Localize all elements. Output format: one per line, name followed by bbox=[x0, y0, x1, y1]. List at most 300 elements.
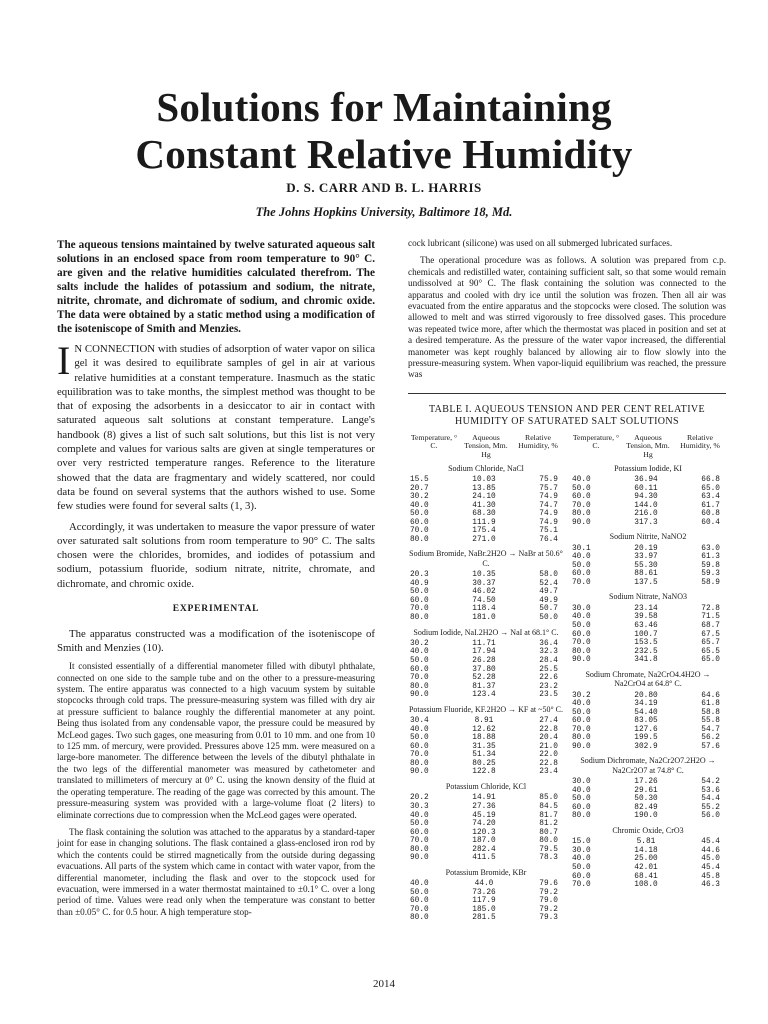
article-title bbox=[0, 84, 768, 178]
temperature-cell: 60.0 bbox=[410, 596, 429, 605]
temperature-cell: 50.0 bbox=[410, 657, 429, 666]
humidity-cell: 65.0 bbox=[701, 484, 720, 493]
table-row bbox=[408, 803, 564, 812]
temperature-cell: 60.0 bbox=[410, 742, 429, 751]
table-row bbox=[570, 881, 726, 890]
temperature-cell: 90.0 bbox=[410, 854, 429, 863]
table-row bbox=[570, 570, 726, 579]
salt-block bbox=[408, 782, 564, 863]
header-temperature: Temperature, ° C. bbox=[572, 432, 620, 451]
humidity-cell: 81.7 bbox=[539, 811, 558, 820]
tension-cell: 13.85 bbox=[472, 484, 496, 493]
tension-cell: 17.26 bbox=[634, 778, 658, 787]
humidity-cell: 54.7 bbox=[701, 725, 720, 734]
temperature-cell: 80.0 bbox=[410, 613, 429, 622]
humidity-cell: 36.4 bbox=[539, 639, 558, 648]
table-right-half bbox=[570, 434, 726, 928]
temperature-cell: 40.0 bbox=[410, 880, 429, 889]
tension-cell: 281.5 bbox=[472, 914, 496, 923]
temperature-cell: 70.0 bbox=[410, 605, 429, 614]
tension-cell: 282.4 bbox=[472, 845, 496, 854]
tension-cell: 44.0 bbox=[474, 880, 494, 889]
table-row bbox=[570, 804, 726, 813]
salt-name: Potassium Iodide, KI bbox=[614, 463, 682, 473]
temperature-cell: 60.0 bbox=[410, 897, 429, 906]
table-row bbox=[408, 580, 564, 589]
table-row bbox=[408, 527, 564, 536]
temperature-cell: 70.0 bbox=[572, 881, 591, 890]
tension-cell: 118.4 bbox=[472, 605, 496, 614]
table-row bbox=[408, 605, 564, 614]
salt-name: Sodium Nitrate, NaNO3 bbox=[609, 592, 687, 602]
temperature-cell: 90.0 bbox=[410, 768, 429, 777]
header-temperature: Temperature, ° C. bbox=[410, 432, 458, 451]
temperature-cell: 80.0 bbox=[410, 914, 429, 923]
temperature-cell: 60.0 bbox=[572, 570, 591, 579]
humidity-cell: 74.9 bbox=[539, 493, 558, 502]
table-row bbox=[570, 613, 726, 622]
humidity-cell: 22.8 bbox=[539, 725, 558, 734]
tension-cell: 68.41 bbox=[634, 872, 658, 881]
tension-cell: 82.49 bbox=[634, 803, 658, 812]
table-row bbox=[408, 812, 564, 821]
tension-cell: 45.19 bbox=[472, 811, 496, 820]
tension-cell: 55.30 bbox=[634, 561, 658, 570]
salt-name: Sodium Nitrite, NaNO2 bbox=[609, 532, 687, 542]
temperature-cell: 60.0 bbox=[572, 717, 591, 726]
table-row bbox=[570, 778, 726, 787]
tension-cell: 20.19 bbox=[634, 544, 658, 553]
tension-cell: 88.61 bbox=[634, 570, 658, 579]
right-paragraph-1: cock lubricant (silicone) was used on all submerged lubricated surfaces. bbox=[408, 238, 673, 248]
tension-cell: 30.37 bbox=[472, 579, 496, 588]
header-aqueous-tension: Aqueous Tension, Mm. Hg bbox=[626, 432, 670, 460]
table-header bbox=[570, 434, 726, 460]
temperature-cell: 70.0 bbox=[410, 527, 429, 536]
humidity-cell: 74.9 bbox=[539, 518, 558, 527]
tension-cell: 108.0 bbox=[634, 881, 658, 890]
humidity-cell: 66.8 bbox=[701, 476, 720, 485]
humidity-cell: 75.1 bbox=[539, 527, 558, 536]
temperature-cell: 50.0 bbox=[572, 621, 591, 630]
humidity-cell: 54.2 bbox=[701, 778, 720, 787]
salt-name: Sodium Dichromate, Na2Cr2O7.2H2O → Na2Cr2O7 at 74.8° C. bbox=[580, 756, 716, 775]
tension-cell: 12.62 bbox=[472, 725, 496, 734]
temperature-cell: 80.0 bbox=[410, 759, 429, 768]
table-row bbox=[408, 880, 564, 889]
humidity-cell: 27.4 bbox=[539, 717, 558, 726]
humidity-cell: 53.6 bbox=[701, 786, 720, 795]
table-row bbox=[570, 519, 726, 528]
temperature-cell: 40.0 bbox=[572, 700, 591, 709]
tension-cell: 37.80 bbox=[472, 665, 496, 674]
temperature-cell: 50.0 bbox=[572, 708, 591, 717]
temperature-cell: 70.0 bbox=[410, 905, 429, 914]
tension-cell: 232.5 bbox=[634, 647, 658, 656]
table-row bbox=[570, 648, 726, 657]
temperature-cell: 80.0 bbox=[572, 734, 591, 743]
table-row bbox=[408, 648, 564, 657]
temperature-cell: 40.0 bbox=[572, 553, 591, 562]
humidity-cell: 45.4 bbox=[701, 838, 720, 847]
tension-cell: 20.80 bbox=[634, 691, 658, 700]
table-row bbox=[408, 906, 564, 915]
humidity-cell: 21.0 bbox=[539, 742, 558, 751]
humidity-cell: 55.2 bbox=[701, 803, 720, 812]
table-row bbox=[570, 692, 726, 701]
table-row bbox=[408, 829, 564, 838]
humidity-cell: 65.7 bbox=[701, 639, 720, 648]
humidity-cell: 75.7 bbox=[539, 484, 558, 493]
tension-cell: 153.5 bbox=[634, 639, 658, 648]
temperature-cell: 60.0 bbox=[572, 630, 591, 639]
temperature-cell: 90.0 bbox=[572, 742, 591, 751]
salt-block bbox=[408, 628, 564, 700]
tension-cell: 51.34 bbox=[472, 751, 496, 760]
tension-cell: 60.11 bbox=[634, 484, 658, 493]
tension-cell: 29.61 bbox=[634, 786, 658, 795]
tension-cell: 175.4 bbox=[472, 527, 496, 536]
table-row bbox=[570, 734, 726, 743]
table-row bbox=[408, 837, 564, 846]
humidity-cell: 25.5 bbox=[539, 665, 558, 674]
table-row bbox=[408, 493, 564, 502]
temperature-cell: 80.0 bbox=[572, 812, 591, 821]
temperature-cell: 50.0 bbox=[572, 863, 591, 872]
tension-cell: 73.26 bbox=[472, 888, 496, 897]
tension-cell: 10.03 bbox=[472, 476, 496, 485]
table-row bbox=[408, 897, 564, 906]
temperature-cell: 30.0 bbox=[572, 778, 591, 787]
humidity-cell: 55.8 bbox=[701, 717, 720, 726]
table-row bbox=[408, 614, 564, 623]
humidity-cell: 23.4 bbox=[539, 768, 558, 777]
temperature-cell: 20.2 bbox=[410, 794, 429, 803]
temperature-cell: 50.0 bbox=[410, 734, 429, 743]
tension-cell: 123.4 bbox=[472, 691, 496, 700]
temperature-cell: 70.0 bbox=[572, 639, 591, 648]
table-row bbox=[570, 605, 726, 614]
temperature-cell: 50.0 bbox=[410, 888, 429, 897]
humidity-cell: 79.2 bbox=[539, 905, 558, 914]
salt-block bbox=[570, 670, 726, 752]
temperature-cell: 60.0 bbox=[572, 872, 591, 881]
tension-cell: 100.7 bbox=[634, 630, 658, 639]
humidity-cell: 22.6 bbox=[539, 674, 558, 683]
tension-cell: 120.3 bbox=[472, 828, 496, 837]
table-row bbox=[408, 743, 564, 752]
table-row bbox=[570, 510, 726, 519]
salt-block bbox=[570, 532, 726, 587]
intro-paragraph-1 bbox=[57, 338, 376, 514]
table-row bbox=[408, 683, 564, 692]
table-row bbox=[408, 717, 564, 726]
salt-block bbox=[570, 826, 726, 890]
temperature-cell: 40.0 bbox=[572, 786, 591, 795]
table-row bbox=[408, 657, 564, 666]
temperature-cell: 40.0 bbox=[572, 855, 591, 864]
header-relative-humidity: Relative Humidity, % bbox=[518, 432, 558, 451]
tension-cell: 199.5 bbox=[634, 734, 658, 743]
table-row bbox=[408, 640, 564, 649]
temperature-cell: 50.0 bbox=[410, 820, 429, 829]
table-row bbox=[408, 914, 564, 923]
salt-name: Potassium Chloride, KCl bbox=[445, 782, 527, 791]
humidity-cell: 79.3 bbox=[539, 914, 558, 923]
humidity-cell: 61.7 bbox=[701, 501, 720, 510]
humidity-cell: 80.7 bbox=[539, 828, 558, 837]
tension-cell: 68.30 bbox=[472, 510, 496, 519]
tension-cell: 302.9 bbox=[634, 742, 658, 751]
tension-cell: 94.30 bbox=[634, 493, 658, 502]
humidity-cell: 80.0 bbox=[539, 837, 558, 846]
section-heading-experimental: EXPERIMENTAL bbox=[172, 604, 260, 615]
tension-cell: 74.20 bbox=[472, 820, 496, 829]
temperature-cell: 15.0 bbox=[572, 838, 591, 847]
tension-cell: 83.05 bbox=[634, 717, 658, 726]
tension-cell: 36.94 bbox=[634, 476, 658, 485]
humidity-cell: 85.0 bbox=[539, 794, 558, 803]
table-row bbox=[408, 536, 564, 545]
temperature-cell: 60.0 bbox=[410, 518, 429, 527]
tension-cell: 11.71 bbox=[472, 639, 496, 648]
salt-block bbox=[408, 705, 564, 777]
humidity-cell: 78.3 bbox=[539, 854, 558, 863]
temperature-cell: 80.0 bbox=[410, 535, 429, 544]
humidity-cell: 56.2 bbox=[701, 734, 720, 743]
tension-cell: 25.00 bbox=[634, 855, 658, 864]
table-row bbox=[570, 743, 726, 752]
table-row bbox=[570, 812, 726, 821]
temperature-cell: 80.0 bbox=[572, 647, 591, 656]
temperature-cell: 80.0 bbox=[410, 845, 429, 854]
table-caption-line-2: HUMIDITY OF SATURATED SALT SOLUTIONS bbox=[454, 415, 680, 427]
humidity-cell: 57.6 bbox=[701, 742, 720, 751]
humidity-cell: 65.0 bbox=[701, 656, 720, 665]
temperature-cell: 90.0 bbox=[572, 518, 591, 527]
right-column bbox=[408, 238, 726, 928]
temperature-cell: 15.5 bbox=[410, 476, 429, 485]
table-row bbox=[570, 553, 726, 562]
header-relative-humidity: Relative Humidity, % bbox=[680, 432, 720, 451]
salt-name: Potassium Fluoride, KF.2H2O → KF at ~50° C. bbox=[408, 704, 563, 714]
table-row bbox=[570, 656, 726, 665]
tension-cell: 187.0 bbox=[472, 837, 496, 846]
tension-cell: 271.0 bbox=[472, 535, 496, 544]
intro-paragraph-2: Accordingly, it was undertaken to measure the vapor pressure of water over saturated salt solutions from room temperature to 90° C. The salts chosen were the chlorides, bromides, and iodides of potassium and sodium, potassium fluoride, sodium nitrate, nitrite, chromate, and dichromate, and chromic oxide. bbox=[57, 520, 375, 590]
table-row bbox=[570, 855, 726, 864]
tension-cell: 34.19 bbox=[634, 700, 658, 709]
header-aqueous-tension: Aqueous Tension, Mm. Hg bbox=[464, 432, 508, 460]
tension-cell: 27.36 bbox=[472, 802, 496, 811]
tension-cell: 23.14 bbox=[634, 604, 658, 613]
temperature-cell: 40.0 bbox=[572, 476, 591, 485]
temperature-cell: 80.0 bbox=[572, 510, 591, 519]
salt-block bbox=[570, 464, 726, 528]
temperature-cell: 50.0 bbox=[572, 561, 591, 570]
table-row bbox=[570, 562, 726, 571]
humidity-cell: 79.6 bbox=[539, 880, 558, 889]
temperature-cell: 30.0 bbox=[572, 604, 591, 613]
temperature-cell: 60.0 bbox=[572, 803, 591, 812]
table-caption-line-1: TABLE I. AQUEOUS TENSION AND PER CENT RELATIVE bbox=[428, 403, 706, 415]
table-row bbox=[408, 889, 564, 898]
temperature-cell: 30.2 bbox=[410, 493, 429, 502]
table-row bbox=[570, 787, 726, 796]
humidity-cell: 20.4 bbox=[539, 734, 558, 743]
temperature-cell: 90.0 bbox=[410, 691, 429, 700]
humidity-cell: 58.0 bbox=[539, 571, 558, 580]
tension-cell: 52.28 bbox=[472, 674, 496, 683]
table-left-half bbox=[408, 434, 564, 928]
humidity-cell: 45.8 bbox=[701, 872, 720, 881]
table-row bbox=[408, 571, 564, 580]
table-row bbox=[408, 846, 564, 855]
tension-cell: 216.0 bbox=[634, 510, 658, 519]
temperature-cell: 40.0 bbox=[410, 501, 429, 510]
temperature-cell: 40.9 bbox=[410, 579, 429, 588]
tension-cell: 54.40 bbox=[634, 708, 658, 717]
tension-cell: 137.5 bbox=[634, 578, 658, 587]
tension-cell: 80.25 bbox=[472, 759, 496, 768]
table-row bbox=[570, 795, 726, 804]
temperature-cell: 20.3 bbox=[410, 571, 429, 580]
salt-block bbox=[408, 549, 564, 622]
humidity-cell: 61.3 bbox=[701, 553, 720, 562]
salt-name: Potassium Bromide, KBr bbox=[445, 867, 527, 877]
humidity-cell: 45.4 bbox=[701, 863, 720, 872]
table-row bbox=[570, 838, 726, 847]
temperature-cell: 60.0 bbox=[410, 828, 429, 837]
salt-name: Sodium Iodide, NaI.2H2O → NaI at 68.1° C. bbox=[413, 627, 559, 637]
temperature-cell: 60.0 bbox=[410, 665, 429, 674]
temperature-cell: 30.4 bbox=[410, 717, 429, 726]
table-row bbox=[408, 502, 564, 511]
humidity-cell: 46.3 bbox=[701, 881, 720, 890]
temperature-cell: 30.2 bbox=[572, 691, 591, 700]
intro-first-words: N CONNECTION bbox=[74, 343, 156, 355]
abstract: The aqueous tensions maintained by twelve saturated aqueous salt solutions in an enclosed space from room temperature to 90° C. are given and the relative humidities calculated therefrom. The salts include the halides of potassium and sodium, the nitrate, nitrite, chromate, and dichromate of sodium, and chromic oxide. The data were obtained by a static method using a modification of the isoteniscope of Smith and Menzies. bbox=[57, 239, 375, 335]
table-row bbox=[408, 751, 564, 760]
temperature-cell: 20.7 bbox=[410, 484, 429, 493]
humidity-cell: 58.9 bbox=[701, 578, 720, 587]
table-row bbox=[408, 666, 564, 675]
humidity-cell: 79.5 bbox=[539, 845, 558, 854]
table-row bbox=[570, 631, 726, 640]
table-row bbox=[408, 588, 564, 597]
table-row bbox=[570, 709, 726, 718]
humidity-cell: 60.4 bbox=[701, 518, 720, 527]
temperature-cell: 70.0 bbox=[410, 674, 429, 683]
tension-cell: 14.91 bbox=[472, 794, 496, 803]
tension-cell: 41.30 bbox=[472, 501, 496, 510]
table-row bbox=[408, 854, 564, 863]
tension-cell: 39.58 bbox=[634, 613, 658, 622]
humidity-cell: 64.6 bbox=[701, 691, 720, 700]
salt-name: Sodium Chromate, Na2CrO4.4H2O → Na2CrO4 at 64.8° C. bbox=[585, 669, 711, 689]
table-row bbox=[408, 674, 564, 683]
tension-cell: 10.35 bbox=[472, 571, 496, 580]
tension-cell: 24.10 bbox=[472, 493, 496, 502]
humidity-cell: 79.2 bbox=[539, 888, 558, 897]
table-row bbox=[570, 873, 726, 882]
humidity-cell: 74.7 bbox=[539, 501, 558, 510]
tension-cell: 17.94 bbox=[472, 648, 496, 657]
salt-block bbox=[570, 756, 726, 821]
humidity-cell: 61.8 bbox=[701, 700, 720, 709]
temperature-cell: 30.1 bbox=[572, 544, 591, 553]
humidity-cell: 32.3 bbox=[539, 648, 558, 657]
humidity-cell: 23.2 bbox=[539, 682, 558, 691]
temperature-cell: 30.0 bbox=[572, 846, 591, 855]
tension-cell: 46.02 bbox=[472, 588, 496, 597]
temperature-cell: 70.0 bbox=[572, 725, 591, 734]
salt-name: Chromic Oxide, CrO3 bbox=[612, 825, 684, 835]
table-row bbox=[570, 502, 726, 511]
title-line-1: Solutions for Maintaining bbox=[156, 84, 612, 130]
tension-cell: 26.28 bbox=[472, 657, 496, 666]
tension-cell: 50.30 bbox=[634, 795, 658, 804]
temperature-cell: 40.0 bbox=[572, 613, 591, 622]
table-row bbox=[570, 485, 726, 494]
salt-block bbox=[570, 592, 726, 664]
table-row bbox=[570, 864, 726, 873]
temperature-cell: 90.0 bbox=[572, 656, 591, 665]
salt-name: Sodium Bromide, NaBr.2H2O → NaBr at 50.6° C. bbox=[409, 549, 563, 568]
humidity-cell: 50.7 bbox=[539, 605, 558, 614]
tension-cell: 411.5 bbox=[472, 854, 496, 863]
salt-block bbox=[408, 464, 564, 545]
humidity-cell: 71.5 bbox=[701, 613, 720, 622]
humidity-cell: 84.5 bbox=[539, 802, 558, 811]
humidity-cell: 50.0 bbox=[539, 613, 558, 622]
left-column bbox=[57, 238, 375, 924]
table-row bbox=[408, 768, 564, 777]
temperature-cell: 70.0 bbox=[572, 501, 591, 510]
table-row bbox=[570, 700, 726, 709]
table-row bbox=[570, 579, 726, 588]
experimental-paragraph-1: The apparatus constructed was a modification of the isoteniscope of Smith and Menzies (10). bbox=[57, 627, 375, 654]
humidity-cell: 72.8 bbox=[701, 604, 720, 613]
humidity-cell: 54.4 bbox=[701, 795, 720, 804]
tension-cell: 63.46 bbox=[634, 621, 658, 630]
table-row bbox=[408, 476, 564, 485]
experimental-paragraph-2: It consisted essentially of a differential manometer filled with dibutyl phthalate, connected on one side to the sample tube and on the other to a pressure-measuring system. The entire apparatus was connected to a high vacuum system by suitable stopcocks through cold traps. The pressure-measuring system was filled with dry air at pressure sufficient to balance roughly the differential manometer at any point. Being thus isolated from any condensable vapor, the pressure could be measured by McLeod gages. Two such gages, one measuring from 0.01 to 10 mm. and one from 10 to 125 mm. of mercury, were provided. Pressures above 125 mm. were measured on a large-bore manometer. The difference between the levels of the dibutyl phthalate in the two legs of the differential manometer was measured by cathetometer and translated to millimeters of mercury at 0° C. using the known density of the fluid at the operating temperature. The reading of the gage was corrected by this amount. The pressure-measuring system was provided with a large-volume float (2 liters) to eliminate corrections due to compression when the McLeod gages were operated. bbox=[57, 661, 375, 820]
temperature-cell: 80.0 bbox=[410, 682, 429, 691]
table-row bbox=[408, 820, 564, 829]
tension-cell: 181.0 bbox=[472, 613, 496, 622]
table-row bbox=[408, 691, 564, 700]
humidity-cell: 49.9 bbox=[539, 596, 558, 605]
humidity-cell: 22.8 bbox=[539, 759, 558, 768]
humidity-cell: 76.4 bbox=[539, 535, 558, 544]
tension-cell: 144.0 bbox=[634, 501, 658, 510]
humidity-cell: 68.7 bbox=[701, 621, 720, 630]
intro-p1-text: with studies of adsorption of water vapor on silica gel it was desired to equilibrate samples of gel in air at various relative humidities at a constant temperature. Inasmuch as the static equilibration was to take months, the simplest method was thought to be that of exposing the adsorbents in a desiccator to air in contact with saturated aqueous salt solutions at constant temperature. Lange's handbook (8) gives a list of such salt solutions, but this list is not very complete and values for various salts are given at single temperatures or over very restricted temperature ranges. Reference to the literature showed that the data are fragmentary and widely scattered, nor could data be found on several systems that the authors wished to use. Some few studies were found for several salts (1, 3). bbox=[57, 343, 376, 513]
table-row bbox=[408, 510, 564, 519]
temperature-cell: 60.0 bbox=[572, 493, 591, 502]
humidity-cell: 81.2 bbox=[539, 820, 558, 829]
tension-cell: 81.37 bbox=[472, 682, 496, 691]
humidity-cell: 28.4 bbox=[539, 657, 558, 666]
tension-cell: 74.50 bbox=[472, 596, 496, 605]
humidity-cell: 49.7 bbox=[539, 588, 558, 597]
temperature-cell: 40.0 bbox=[410, 648, 429, 657]
humidity-cell: 59.8 bbox=[701, 561, 720, 570]
tension-cell: 14.18 bbox=[634, 846, 658, 855]
tension-cell: 31.35 bbox=[472, 742, 496, 751]
tension-cell: 5.81 bbox=[636, 838, 656, 847]
